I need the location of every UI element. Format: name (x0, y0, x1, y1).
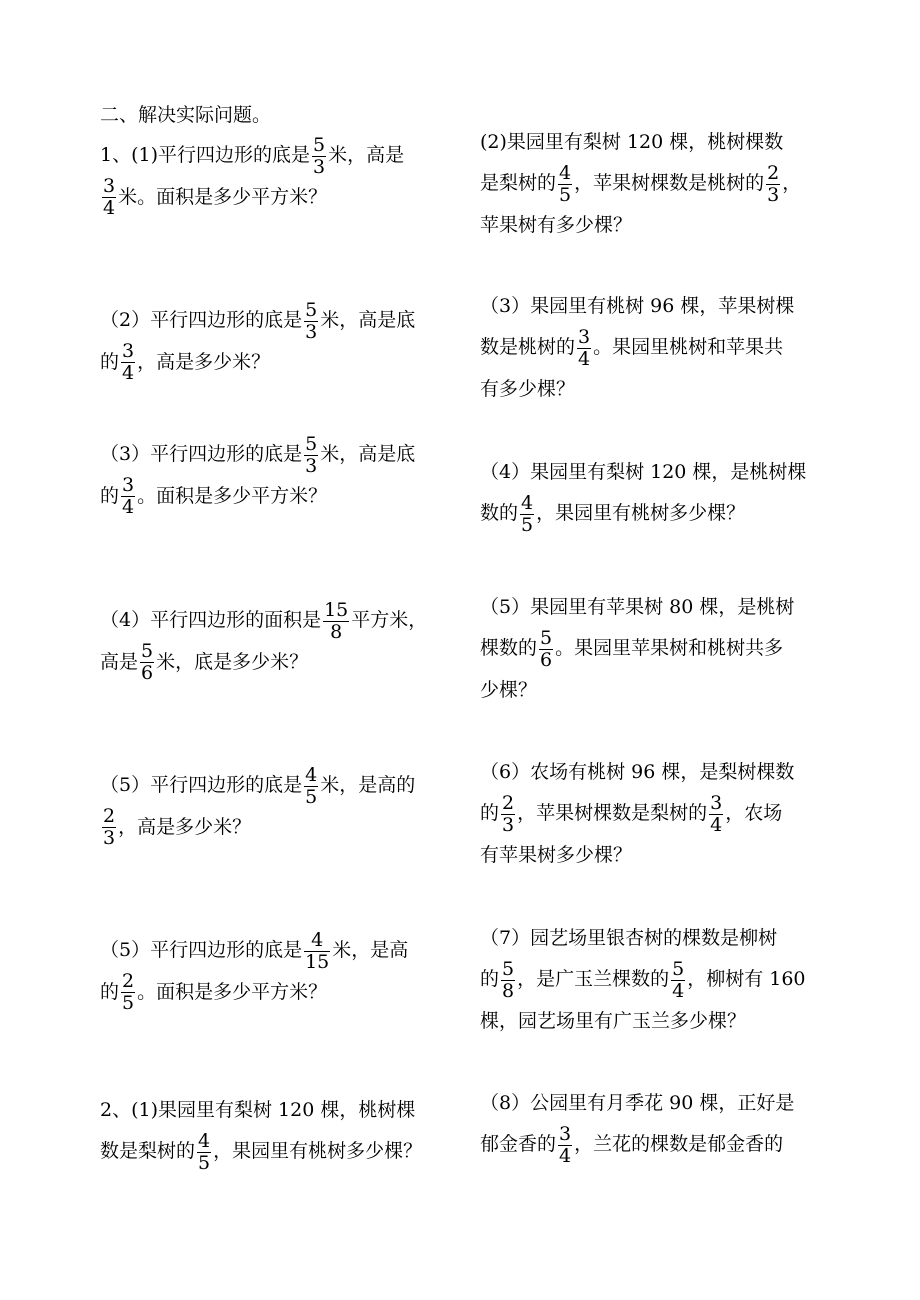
fraction: $\frac{3}{4}$ (122, 340, 135, 384)
fraction: $\frac{3}{4}$ (710, 791, 723, 836)
question-2-7: （7）园艺场里银杏树的棵数是柳树 的 $\frac{5}{8}$ ，是广玉兰棵数的 $\frac{5}{4}$ ，柳树有 160 棵，园艺场里有广玉兰多少棵？ (480, 927, 806, 1032)
question-1-3: （3）平行四边形的底是 $\frac{5}{3}$ 米，高是底 的 $\frac{3}{4}$ 。面积是多少平方米？ (100, 432, 416, 518)
fraction: $\frac{2}{5}$ (122, 970, 135, 1014)
fraction: $\frac{3}{4}$ (103, 175, 116, 219)
fraction: $\frac{5}{3}$ (313, 133, 326, 178)
question-1-1: 1、(1)平行四边形的底是 $\frac{5}{3}$ 米，高是 $\frac{3}{4}$ 米。面积是多少平方米？ (100, 133, 405, 219)
fraction: $\frac{3}{4}$ (559, 1122, 572, 1167)
fraction: $\frac{5}{6}$ (540, 626, 553, 671)
fraction: $\frac{5}{3}$ (305, 432, 318, 477)
fraction: $\frac{5}{3}$ (305, 298, 318, 343)
fraction: $\frac{15}{8}$ (324, 598, 349, 643)
fraction: $\frac{4}{5}$ (559, 161, 572, 206)
question-1-6: （5）平行四边形的底是 $\frac{4}{15}$ 米，是高 的 $\frac{2}{5}$ 。面积是多少平方米？ (100, 928, 409, 1014)
question-1-2: （2）平行四边形的底是 $\frac{5}{3}$ 米，高是底 的 $\frac{3}{4}$ ，高是多少米？ (100, 298, 416, 384)
fraction: $\frac{4}{5}$ (305, 763, 318, 808)
fraction: $\frac{4}{5}$ (198, 1129, 211, 1174)
question-2-2: (2)果园里有梨树 120 棵，桃树棵数 是梨树的 $\frac{4}{5}$ ，苹果树棵数是桃树的 $\frac{2}{3}$ ， 苹果树有多少棵？ (480, 131, 802, 236)
fraction: $\frac{5}{4}$ (672, 957, 685, 1002)
question-1-4: （4）平行四边形的面积是 $\frac{15}{8}$ 平方米， 高是 $\frac{5}{6}$ 米，底是多少米？ (100, 598, 428, 684)
question-2-1: 2、(1)果园里有梨树 120 棵，桃树棵 数是梨树的 $\frac{4}{5}$ ，果园里有桃树多少棵？ (100, 1099, 423, 1174)
question-2-6: （6）农场有桃树 96 棵，是梨树棵数 的 $\frac{2}{3}$ ，苹果树棵数是梨树的 $\frac{3}{4}$ ，农场 有苹果树多少棵？ (480, 761, 795, 866)
section-title: 二、解决实际问题。 (100, 104, 272, 126)
question-2-4: （4）果园里有梨树 120 棵，是桃树棵 数的 $\frac{4}{5}$ ，果园里有桃树多少棵？ (480, 461, 807, 536)
fraction: $\frac{4}{5}$ (521, 491, 534, 536)
fraction: $\frac{2}{3}$ (502, 791, 515, 836)
question-2-8: （8）公园里有月季花 90 棵，正好是 郁金香的 $\frac{3}{4}$ ，兰花的棵数是郁金香的 (480, 1092, 795, 1167)
fraction: $\frac{2}{3}$ (767, 161, 780, 206)
fraction: $\frac{5}{8}$ (502, 957, 515, 1002)
fraction: $\frac{3}{4}$ (122, 474, 135, 518)
fraction: $\frac{3}{4}$ (578, 325, 591, 370)
question-1-5: （5）平行四边形的底是 $\frac{4}{5}$ 米，是高的 $\frac{2}{3}$ ，高是多少米？ (100, 763, 416, 849)
question-2-5: （5）果园里有苹果树 80 棵，是桃树 棵数的 $\frac{5}{6}$ 。果园里苹果树和桃树共多 少棵？ (480, 596, 795, 701)
fraction: $\frac{4}{15}$ (305, 928, 330, 973)
fraction: $\frac{2}{3}$ (103, 805, 116, 849)
fraction: $\frac{5}{6}$ (141, 640, 154, 684)
question-2-3: （3）果园里有桃树 96 棵，苹果树棵 数是桃树的 $\frac{3}{4}$ 。果园里桃树和苹果共 有多少棵？ (480, 295, 795, 400)
